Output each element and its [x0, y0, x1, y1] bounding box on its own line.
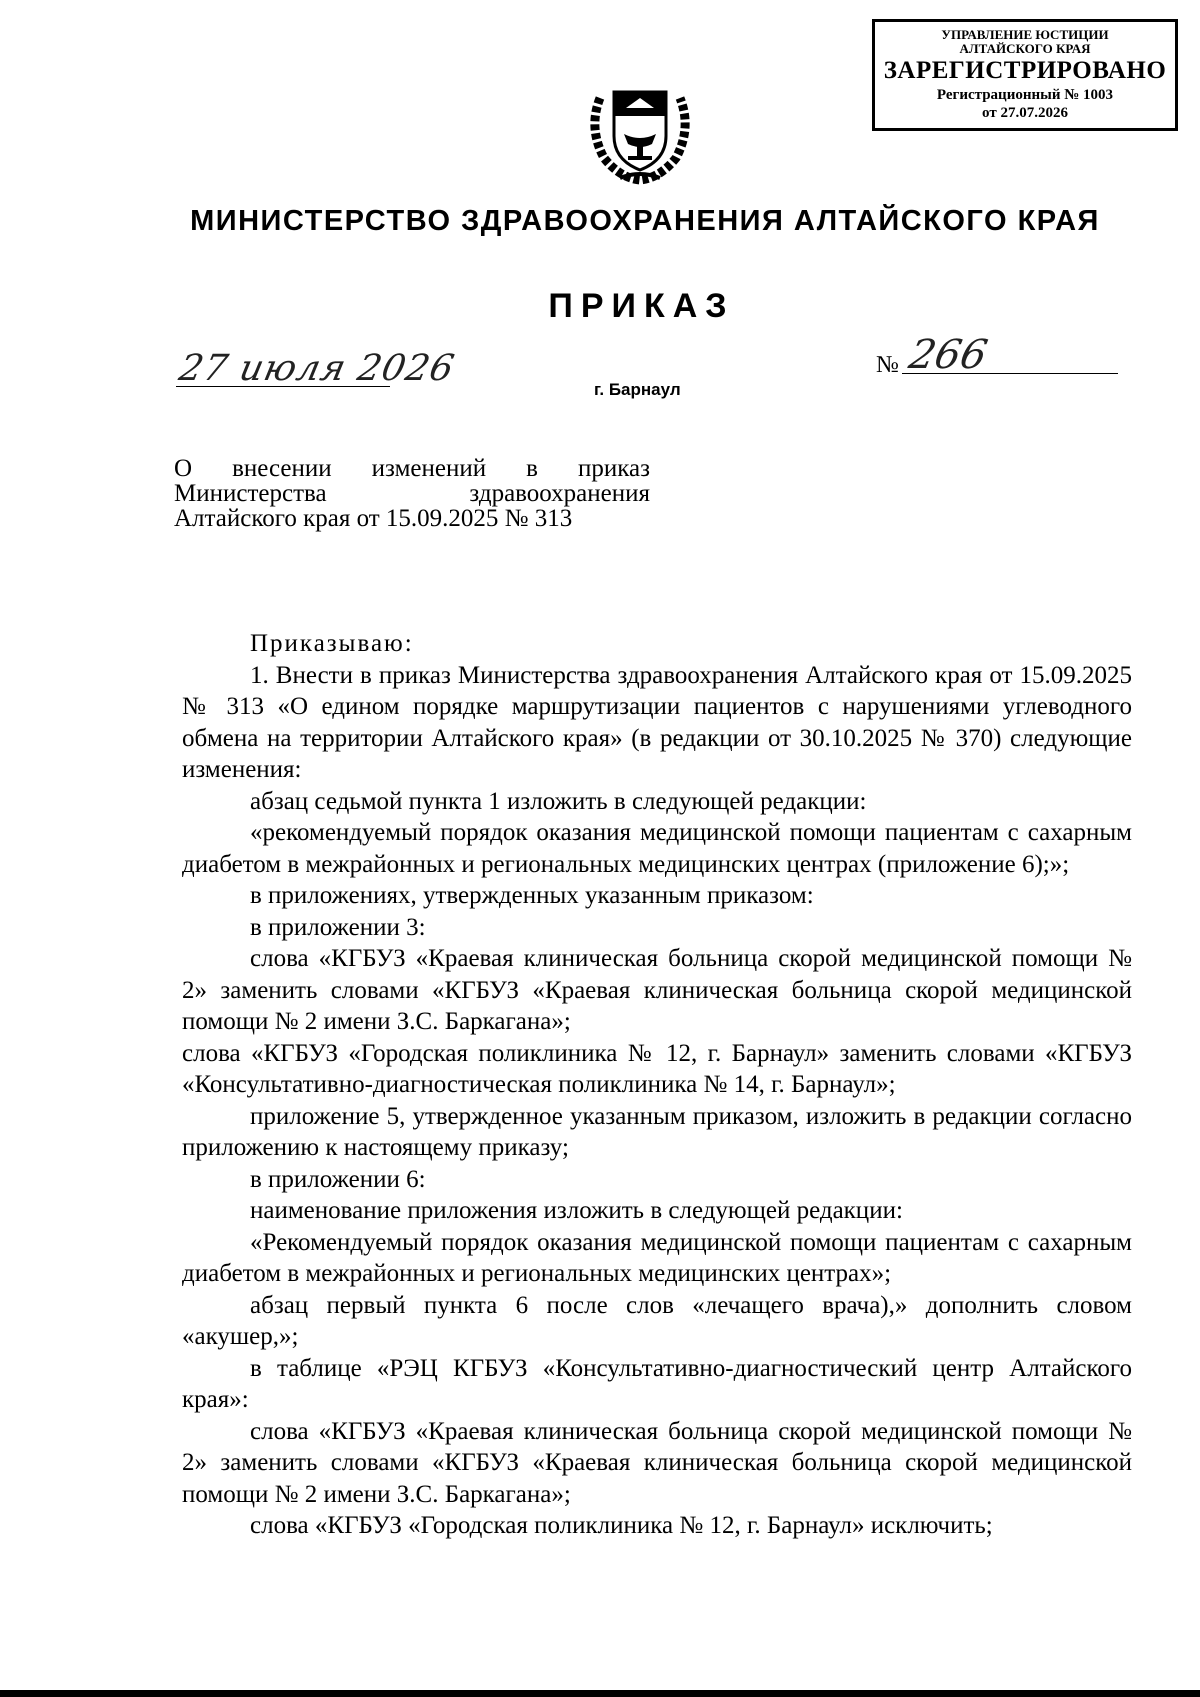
body-paragraph: 1. Внести в приказ Министерства здравоохранения Алтайского края от 15.09.2025 № 313 «О едином порядке маршрутизации пациентов с нарушениями углеводного обмена на территории Алтайского края» (в редакции от 30.10.2025 № 370) следующие изменения:: [182, 661, 1132, 783]
subject-line-1: О внесении изменений в приказ: [174, 455, 650, 482]
body-paragraph: слова «КГБУЗ «Городская поликлиника № 12, г. Барнаул» заменить словами «КГБУЗ «Консультативно-диагностическая поликлиника № 14, г. Барнаул»;: [182, 1039, 1132, 1098]
body-paragraph: слова «КГБУЗ «Краевая клиническая больница скорой медицинской помощи № 2» заменить словами «КГБУЗ «Краевая клиническая больница скорой медицинской помощи № 2 имени З.С. Баркагана»;: [182, 945, 1132, 1035]
stamp-status: ЗАРЕГИСТРИРОВАНО: [883, 57, 1167, 84]
order-body: [182, 628, 1132, 1542]
number-label: №: [876, 352, 899, 378]
body-paragraph: абзац первый пункта 6 после слов «лечащего врача),» дополнить словом «акушер,»;: [182, 1291, 1132, 1350]
coat-of-arms-icon: [580, 78, 700, 186]
body-paragraph: наименование приложения изложить в следующей редакции:: [250, 1197, 903, 1224]
body-paragraph: абзац седьмой пункта 1 изложить в следующей редакции:: [250, 787, 867, 815]
body-paragraph: в приложении 6:: [250, 1165, 426, 1193]
stamp-org-line2: АЛТАЙСКОГО КРАЯ: [959, 41, 1091, 56]
stamp-reg-number: Регистрационный № 1003: [936, 87, 1114, 103]
body-paragraph: в приложениях, утвержденных указанным приказом:: [250, 882, 814, 909]
body-paragraph: приложение 5, утвержденное указанным приказом, изложить в редакции согласно приложению к настоящему приказу;: [182, 1102, 1132, 1161]
ministry-title: МИНИСТЕРСТВО ЗДРАВООХРАНЕНИЯ АЛТАЙСКОГО КРАЯ: [190, 205, 1100, 237]
body-paragraph: в приложении 3:: [250, 913, 426, 941]
date-underline: [176, 386, 390, 387]
document-type-title: ПРИКАЗ: [548, 287, 735, 325]
registration-stamp: [872, 19, 1178, 131]
handwritten-date: 27 июля 2026: [175, 348, 459, 389]
order-subject: [174, 456, 650, 531]
order-directive: Приказываю:: [250, 630, 414, 657]
body-paragraph: «Рекомендуемый порядок оказания медицинской помощи пациентам с сахарным диабетом в межрайонных и региональных медицинских центрах»;: [182, 1228, 1132, 1287]
subject-line-2: Министерства здравоохранения: [174, 480, 650, 507]
stamp-org-line1: УПРАВЛЕНИЕ ЮСТИЦИИ: [941, 27, 1109, 42]
stamp-reg-date: от 27.07.2026: [982, 105, 1068, 121]
body-paragraph: слова «КГБУЗ «Краевая клиническая больница скорой медицинской помощи № 2» заменить словами «КГБУЗ «Краевая клиническая больница скорой медицинской помощи № 2 имени З.С. Баркагана»;: [182, 1417, 1132, 1508]
body-paragraph: слова «КГБУЗ «Городская поликлиника № 12, г. Барнаул» исключить;: [250, 1512, 993, 1539]
body-paragraph: в таблице «РЭЦ КГБУЗ «Консультативно-диагностический центр Алтайского края»:: [182, 1354, 1132, 1413]
scan-bottom-edge: [0, 1690, 1200, 1697]
body-paragraph: «рекомендуемый порядок оказания медицинской помощи пациентам с сахарным диабетом в межрайонных и региональных медицинских центрах (приложение 6);»;: [182, 819, 1132, 878]
city-label: г. Барнаул: [594, 380, 681, 399]
handwritten-number: 266: [905, 332, 992, 378]
number-underline: [902, 373, 1118, 374]
subject-line-3: Алтайского края от 15.09.2025 № 313: [174, 505, 573, 532]
